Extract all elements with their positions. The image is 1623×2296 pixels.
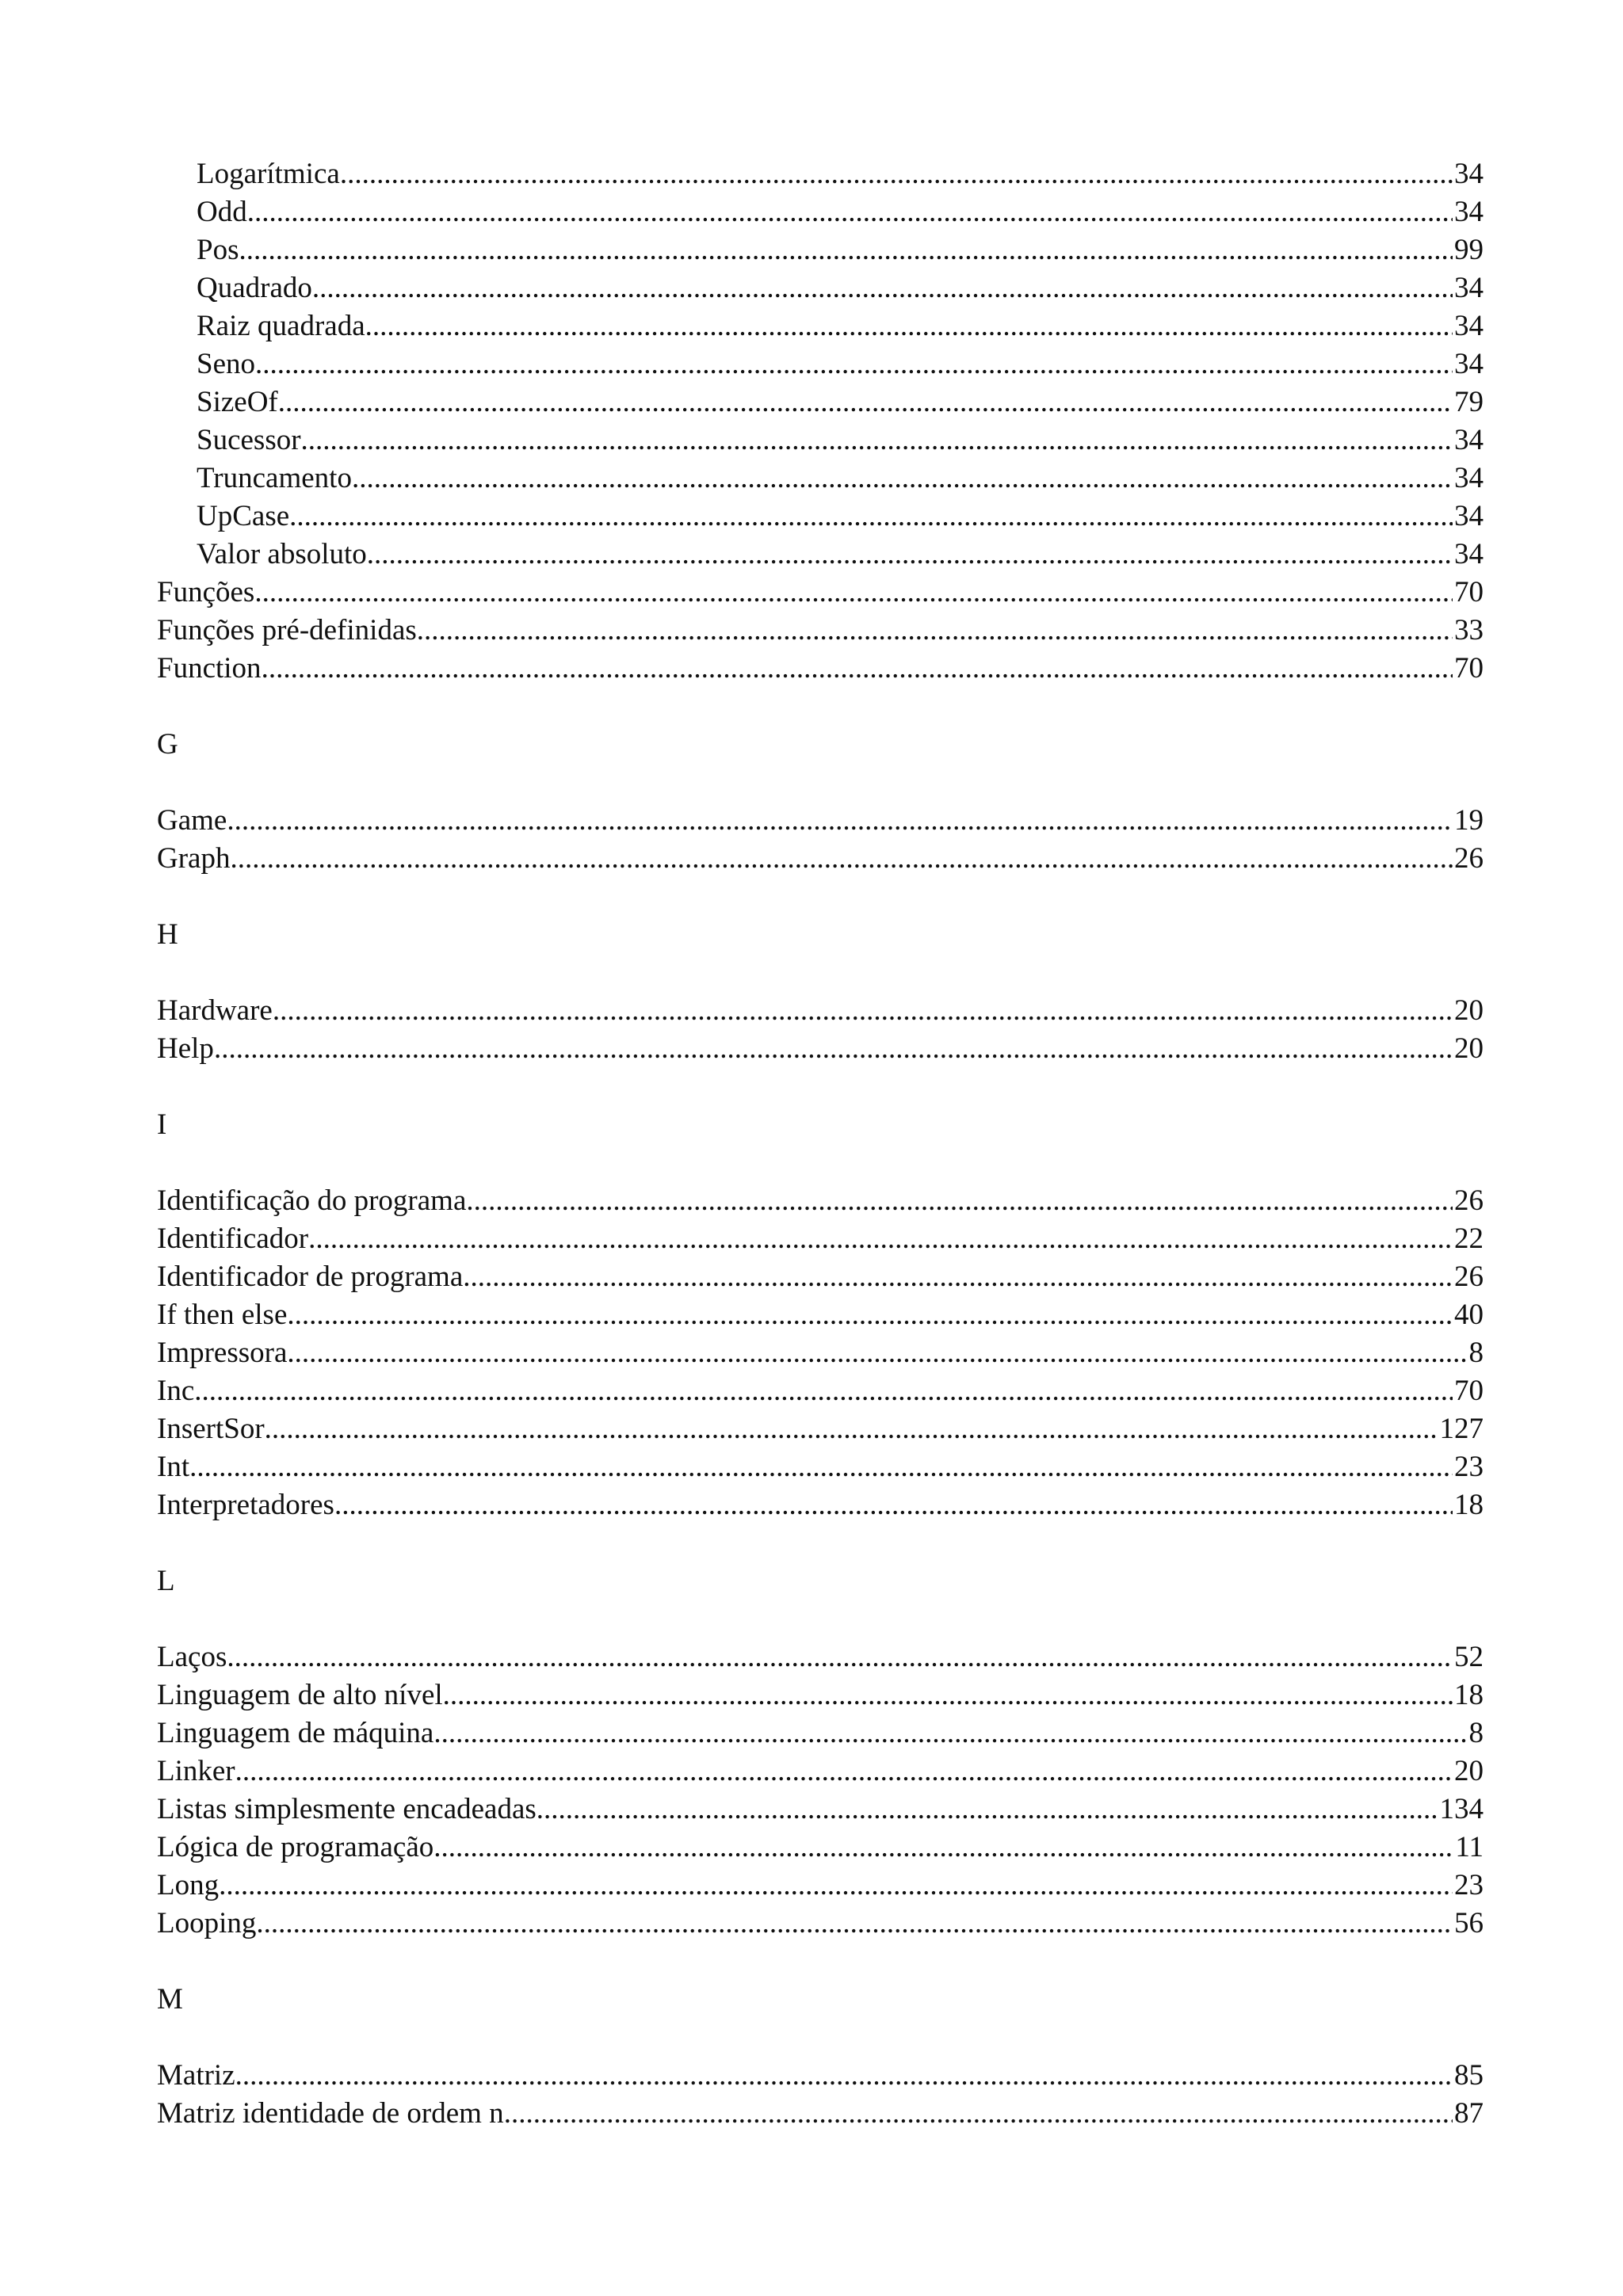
entry-page-number: 34	[1454, 500, 1484, 532]
index-subentry	[157, 383, 1484, 421]
index-entry	[157, 1410, 1484, 1448]
entry-term: Matriz identidade de ordem n	[157, 2097, 504, 2130]
entry-term: Int	[157, 1451, 190, 1483]
index-entry	[157, 802, 1484, 840]
dot-leader	[227, 802, 1453, 840]
entry-term: Graph	[157, 842, 231, 875]
entry-term: If then else	[157, 1299, 288, 1331]
index-subentry	[157, 536, 1484, 574]
index-subentry	[157, 231, 1484, 269]
section-letter: I	[157, 1108, 167, 1141]
dot-leader	[433, 1829, 1453, 1867]
index-group	[157, 1562, 1484, 1943]
dot-leader	[239, 231, 1453, 269]
dot-leader	[367, 536, 1453, 574]
index-entry	[157, 1829, 1484, 1867]
index-entry	[157, 1334, 1484, 1372]
dot-leader	[289, 498, 1453, 536]
entry-page-number: 34	[1454, 158, 1484, 190]
entry-term: Matriz	[157, 2059, 235, 2092]
entry-page-number: 70	[1454, 1375, 1484, 1407]
index-entry	[157, 1676, 1484, 1714]
entry-term: Valor absoluto	[197, 538, 367, 570]
dot-leader	[443, 1676, 1453, 1714]
dot-leader	[227, 1638, 1453, 1676]
entry-page-number: 34	[1454, 424, 1484, 456]
entry-term: Listas simplesmente encadeadas	[157, 1793, 537, 1825]
entry-page-number: 20	[1454, 1755, 1484, 1787]
entry-term: Identificador	[157, 1222, 309, 1255]
entry-page-number: 18	[1454, 1489, 1484, 1521]
entry-page-number: 26	[1454, 1184, 1484, 1217]
index-entry	[157, 1791, 1484, 1829]
entry-term: Impressora	[157, 1337, 288, 1369]
index-entry	[157, 1258, 1484, 1296]
index-entry	[157, 1638, 1484, 1676]
entry-term: Help	[157, 1032, 214, 1065]
entry-page-number: 18	[1454, 1679, 1484, 1711]
entry-term: Inc	[157, 1375, 195, 1407]
entry-term: Linker	[157, 1755, 235, 1787]
entry-term: Hardware	[157, 994, 273, 1027]
entry-page-number: 87	[1454, 2097, 1484, 2130]
entry-page-number: 8	[1468, 1337, 1484, 1369]
index-entry	[157, 1867, 1484, 1905]
index-group	[157, 1981, 1484, 2133]
entry-page-number: 22	[1454, 1222, 1484, 1255]
entry-term: InsertSor	[157, 1413, 265, 1445]
entry-term: Lógica de programação	[157, 1831, 434, 1863]
entry-page-number: 34	[1454, 538, 1484, 570]
index-entry	[157, 1753, 1484, 1791]
entry-term: Long	[157, 1869, 220, 1901]
dot-leader	[352, 460, 1453, 498]
dot-leader	[219, 1867, 1453, 1905]
index-subentry	[157, 155, 1484, 193]
dot-leader	[287, 1334, 1467, 1372]
entry-term: Linguagem de alto nível	[157, 1679, 443, 1711]
index-entry	[157, 1296, 1484, 1334]
index-entry	[157, 612, 1484, 650]
entry-term: Identificador de programa	[157, 1261, 464, 1293]
dot-leader	[189, 1448, 1453, 1486]
dot-leader	[255, 345, 1453, 383]
dot-leader	[287, 1296, 1453, 1334]
entry-page-number: 70	[1454, 652, 1484, 685]
dot-leader	[235, 1753, 1453, 1791]
index-entry	[157, 1905, 1484, 1943]
dot-leader	[265, 1410, 1438, 1448]
index-entry	[157, 1182, 1484, 1220]
entry-page-number: 99	[1454, 234, 1484, 266]
entry-page-number: 79	[1454, 386, 1484, 418]
index-subentry	[157, 345, 1484, 383]
dot-leader	[463, 1258, 1453, 1296]
index-entry	[157, 992, 1484, 1030]
entry-term: Truncamento	[197, 462, 352, 494]
index-entry	[157, 1030, 1484, 1068]
section-letter: H	[157, 918, 178, 951]
dot-leader	[365, 307, 1453, 345]
entry-page-number: 85	[1454, 2059, 1484, 2092]
index-entry	[157, 574, 1484, 612]
index-entry	[157, 1372, 1484, 1410]
entry-page-number: 23	[1454, 1451, 1484, 1483]
entry-page-number: 11	[1455, 1831, 1484, 1863]
entry-term: UpCase	[197, 500, 290, 532]
dot-leader	[312, 269, 1453, 307]
dot-leader	[433, 1714, 1467, 1753]
entry-page-number: 34	[1454, 196, 1484, 228]
entry-term: Funções pré-definidas	[157, 614, 417, 646]
index-entry	[157, 2057, 1484, 2095]
index-subentry	[157, 421, 1484, 460]
index-entry	[157, 1714, 1484, 1753]
dot-leader	[194, 1372, 1453, 1410]
index-entry	[157, 650, 1484, 688]
entry-page-number: 26	[1454, 1261, 1484, 1293]
dot-leader	[308, 1220, 1453, 1258]
entry-page-number: 20	[1454, 994, 1484, 1027]
entry-page-number: 34	[1454, 272, 1484, 304]
section-letter: M	[157, 1983, 183, 2016]
entry-page-number: 34	[1454, 348, 1484, 380]
dot-leader	[504, 2095, 1453, 2133]
entry-term: Pos	[197, 234, 239, 266]
dot-leader	[247, 193, 1453, 231]
dot-leader	[340, 155, 1453, 193]
dot-leader	[262, 650, 1453, 688]
dot-leader	[301, 421, 1453, 460]
section-letter: G	[157, 728, 178, 761]
index-entry	[157, 1448, 1484, 1486]
entry-term: Logarítmica	[197, 158, 340, 190]
index-subentry	[157, 269, 1484, 307]
index-entry	[157, 1486, 1484, 1524]
index-page	[157, 155, 1484, 2133]
dot-leader	[334, 1486, 1453, 1524]
dot-leader	[254, 574, 1453, 612]
index-entry	[157, 840, 1484, 878]
index-group	[157, 1106, 1484, 1524]
entry-page-number: 20	[1454, 1032, 1484, 1065]
index-entry	[157, 1220, 1484, 1258]
entry-term: Interpretadores	[157, 1489, 334, 1521]
entry-term: Game	[157, 804, 227, 837]
entry-term: Sucessor	[197, 424, 301, 456]
entry-page-number: 40	[1454, 1299, 1484, 1331]
index-group	[157, 726, 1484, 878]
index-subentry	[157, 460, 1484, 498]
dot-leader	[214, 1030, 1453, 1068]
entry-term: Identificação do programa	[157, 1184, 467, 1217]
index-subentry	[157, 307, 1484, 345]
index-entry	[157, 2095, 1484, 2133]
entry-page-number: 23	[1454, 1869, 1484, 1901]
index-group	[157, 155, 1484, 688]
entry-term: Seno	[197, 348, 255, 380]
dot-leader	[230, 840, 1453, 878]
index-subentry	[157, 498, 1484, 536]
dot-leader	[537, 1791, 1438, 1829]
entry-page-number: 33	[1454, 614, 1484, 646]
entry-term: SizeOf	[197, 386, 278, 418]
dot-leader	[278, 383, 1453, 421]
entry-page-number: 134	[1439, 1793, 1484, 1825]
index-subentry	[157, 193, 1484, 231]
dot-leader	[273, 992, 1453, 1030]
entry-page-number: 19	[1454, 804, 1484, 837]
section-letter: L	[157, 1565, 175, 1597]
entry-term: Raiz quadrada	[197, 310, 365, 342]
entry-page-number: 70	[1454, 576, 1484, 608]
dot-leader	[417, 612, 1453, 650]
dot-leader	[466, 1182, 1453, 1220]
entry-term: Funções	[157, 576, 255, 608]
entry-page-number: 34	[1454, 310, 1484, 342]
entry-page-number: 34	[1454, 462, 1484, 494]
entry-page-number: 52	[1454, 1641, 1484, 1673]
entry-term: Laços	[157, 1641, 227, 1673]
entry-term: Linguagem de máquina	[157, 1717, 434, 1749]
entry-page-number: 8	[1468, 1717, 1484, 1749]
entry-page-number: 26	[1454, 842, 1484, 875]
entry-term: Looping	[157, 1907, 257, 1939]
dot-leader	[256, 1905, 1453, 1943]
entry-term: Function	[157, 652, 262, 685]
entry-term: Quadrado	[197, 272, 312, 304]
index-group	[157, 916, 1484, 1068]
dot-leader	[235, 2057, 1453, 2095]
entry-page-number: 56	[1454, 1907, 1484, 1939]
entry-term: Odd	[197, 196, 247, 228]
entry-page-number: 127	[1439, 1413, 1484, 1445]
